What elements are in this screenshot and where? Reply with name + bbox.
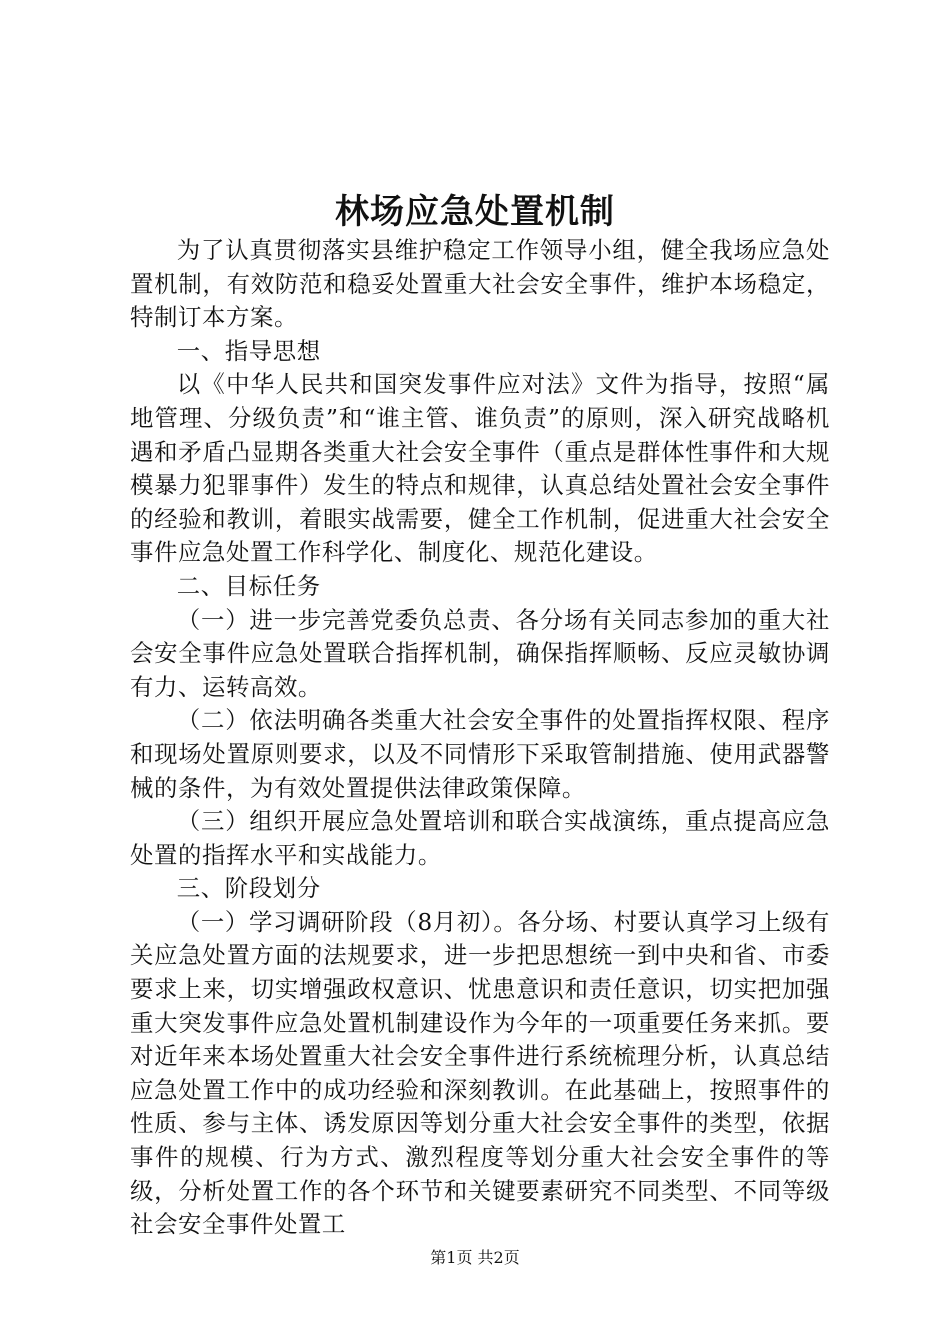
document-body xyxy=(130,234,830,1242)
goal-item-1: （一）进一步完善党委负总责、各分场有关同志参加的重大社会安全事件应急处置联合指挥机制，确保指挥顺畅、反应灵敏协调有力、运转高效。 xyxy=(130,605,830,701)
section-heading-guiding-ideology: 一、指导思想 xyxy=(176,336,321,365)
stage-item-1: （一）学习调研阶段（8月初）。各分场、村要认真学习上级有关应急处置方面的法规要求，进一步把思想统一到中央和省、市委要求上来，切实增强政权意识、忧患意识和责任意识，切实把加强重大突发事件应急处置机制建设作为今年的一项重要任务来抓。要对近年来本场处置重大社会安全事件进行系统梳理分析，认真总结应急处置工作中的成功经验和深刻教训。在此基础上，按照事件的性质、参与主体、诱发原因等划分重大社会安全事件的类型，依据事件的规模、行为方式、激烈程度等划分重大社会安全事件的等级，分析处置工作的各个环节和关键要素研究不同类型、不同等级社会安全事件处置工 xyxy=(130,907,830,1239)
section-heading-stages: 三、阶段划分 xyxy=(176,874,321,903)
goal-item-2: （二）依法明确各类重大社会安全事件的处置指挥权限、程序和现场处置原则要求，以及不同情形下采取管制措施、使用武器警械的条件，为有效处置提供法律政策保障。 xyxy=(130,706,830,802)
page-footer: 第1页 共2页 xyxy=(430,1248,520,1267)
intro-paragraph: 为了认真贯彻落实县维护稳定工作领导小组，健全我场应急处置机制，有效防范和稳妥处置重大社会安全事件，维护本场稳定，特制订本方案。 xyxy=(130,236,830,332)
section-heading-goals-tasks: 二、目标任务 xyxy=(176,571,321,600)
guiding-ideology-paragraph: 以《中华人民共和国突发事件应对法》文件为指导，按照“属地管理、分级负责”和“谁主管、谁负责”的原则，深入研究战略机遇和矛盾凸显期各类重大社会安全事件（重点是群体性事件和大规模暴力犯罪事件）发生的特点和规律，认真总结处置社会安全事件的经验和教训，着眼实战需要，健全工作机制，促进重大社会安全事件应急处置工作科学化、制度化、规范化建设。 xyxy=(130,370,830,567)
goal-item-3: （三）组织开展应急处置培训和联合实战演练，重点提高应急处置的指挥水平和实战能力。 xyxy=(130,807,830,869)
document-title: 林场应急处置机制 xyxy=(335,192,615,232)
